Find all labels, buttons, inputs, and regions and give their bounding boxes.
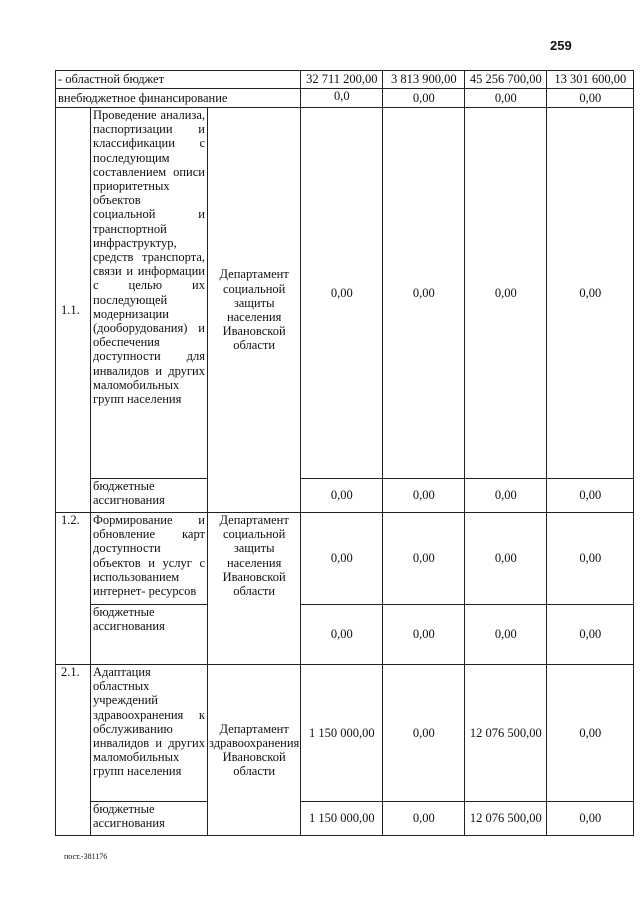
sub-label: бюджетные ассигнования (91, 605, 208, 665)
budget-table (55, 70, 634, 836)
value-cell: 0,00 (547, 89, 634, 108)
value-cell: 3 813 900,00 (383, 71, 465, 89)
footer-note: пост.-381176 (64, 852, 108, 861)
item-department: Департамент социальной защиты населения Ивановской области (208, 108, 301, 513)
value-cell: 0,00 (465, 89, 547, 108)
value-cell: 0,00 (301, 479, 383, 513)
value-cell: 0,00 (383, 479, 465, 513)
value-cell: 0,00 (465, 605, 547, 665)
value-cell: 0,00 (383, 513, 465, 605)
value-cell: 0,00 (383, 89, 465, 108)
value-cell: 0,0 (301, 89, 383, 108)
value-cell: 13 301 600,00 (547, 71, 634, 89)
value-cell: 1 150 000,00 (301, 802, 383, 836)
item-name: Адаптация областных учреждений здравоохранения к обслуживанию инвалидов и других маломобильных групп населения (91, 665, 208, 802)
item-name: Проведение анализа, паспортизации и классификации с последующим составлением описи приоритетных объектов социальной и транспортной инфраструктур, средств транспорта, связи и информации с целью их последующей модернизации (дооборудования) и обеспечения доступности для инвалидов и других маломобильных групп населения (91, 108, 208, 479)
item-name: Формирование и обновление карт доступности объектов и услуг с использованием интернет- ресурсов (91, 513, 208, 605)
value-cell: 0,00 (547, 605, 634, 665)
table-row-1-1-sub (56, 479, 634, 513)
value-cell: 12 076 500,00 (465, 665, 547, 802)
table-row-1-2-sub (56, 605, 634, 665)
sub-label: бюджетные ассигнования (91, 802, 208, 836)
value-cell: 0,00 (547, 665, 634, 802)
value-cell: 0,00 (301, 513, 383, 605)
header-row-extrabudget (56, 89, 634, 108)
value-cell: 0,00 (383, 605, 465, 665)
table-row-1-1 (56, 108, 634, 479)
value-cell: 0,00 (383, 665, 465, 802)
item-department: Департамент здравоохранения Ивановской области (208, 665, 301, 836)
value-cell: 1 150 000,00 (301, 665, 383, 802)
item-id: 2.1. (56, 665, 91, 836)
sub-label: бюджетные ассигнования (91, 479, 208, 513)
value-cell: 0,00 (547, 479, 634, 513)
value-cell: 0,00 (465, 513, 547, 605)
item-id: 1.2. (56, 513, 91, 665)
row-label: - областной бюджет (56, 71, 301, 89)
value-cell: 0,00 (383, 108, 465, 479)
page-number: 259 (550, 38, 572, 53)
row-label: внебюджетное финансирование (56, 89, 301, 108)
value-cell: 0,00 (465, 479, 547, 513)
value-cell: 0,00 (547, 108, 634, 479)
header-row-regional (56, 71, 634, 89)
value-cell: 0,00 (547, 802, 634, 836)
value-cell: 32 711 200,00 (301, 71, 383, 89)
value-cell: 45 256 700,00 (465, 71, 547, 89)
value-cell: 0,00 (383, 802, 465, 836)
value-cell: 12 076 500,00 (465, 802, 547, 836)
value-cell: 0,00 (301, 108, 383, 479)
table-row-1-2 (56, 513, 634, 605)
value-cell: 0,00 (547, 513, 634, 605)
value-cell: 0,00 (465, 108, 547, 479)
item-department: Департамент социальной защиты населения Ивановской области (208, 513, 301, 665)
table-row-2-1 (56, 665, 634, 802)
table-row-2-1-sub (56, 802, 634, 836)
value-cell: 0,00 (301, 605, 383, 665)
item-id: 1.1. (56, 108, 91, 513)
